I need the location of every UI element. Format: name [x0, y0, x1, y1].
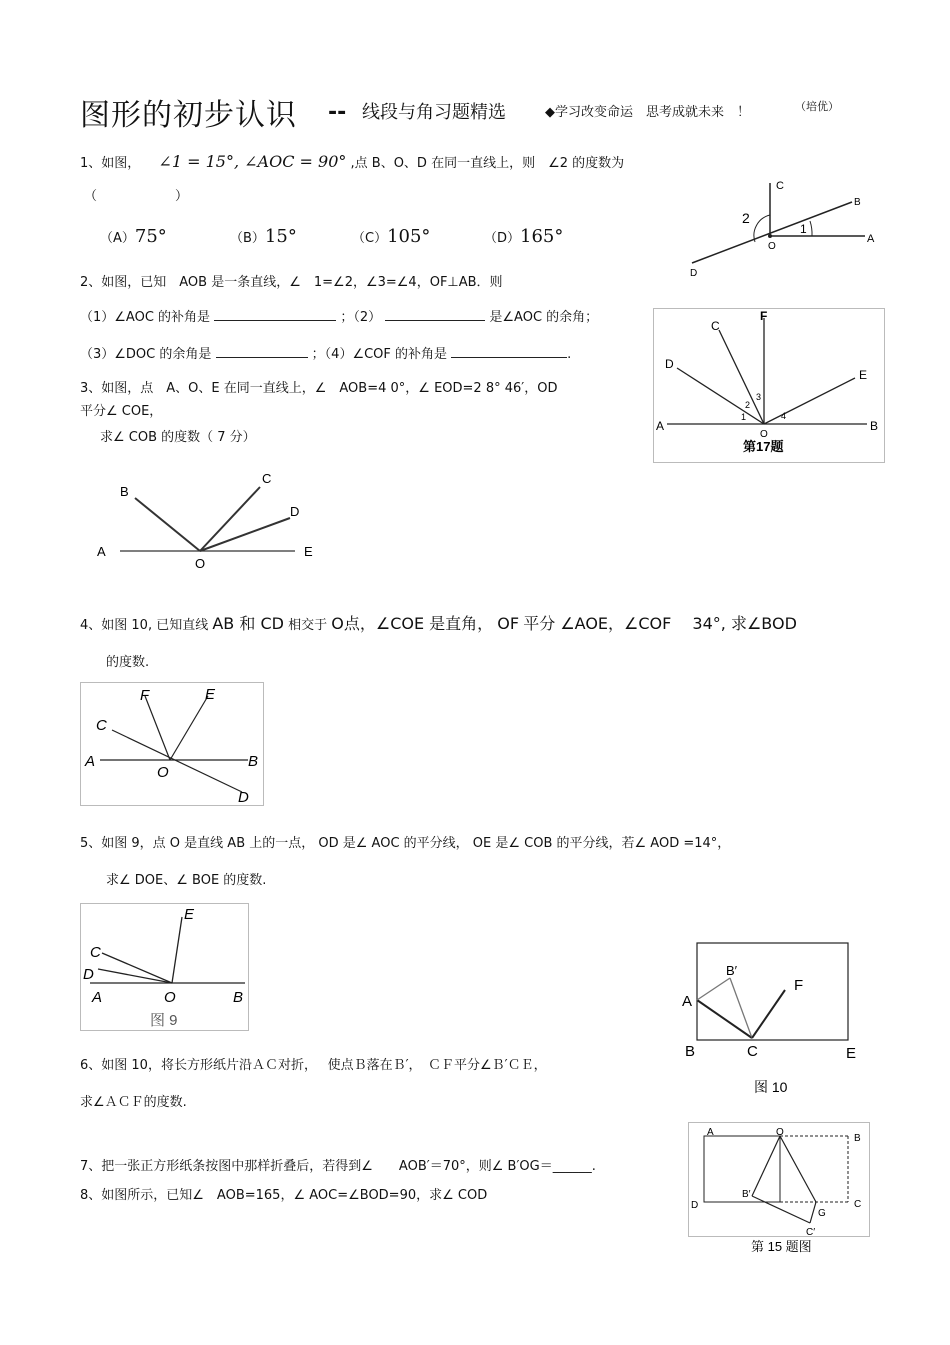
q2-line2-part2: ；（2）: [340, 310, 382, 325]
q1-point-o: [768, 234, 772, 238]
q3-line2: 平分∠ COE，: [80, 404, 163, 419]
q7-label-c-prime: C′: [806, 1227, 816, 1238]
q6-label-b-prime: B′: [726, 963, 738, 978]
q4-line1-part1: 4、如图 10, 已知直线: [80, 618, 209, 633]
q4-label-f: F: [140, 687, 150, 704]
q2-caption: 第17题: [743, 439, 784, 454]
q1-option-c-value: 105°: [387, 226, 431, 247]
q3-line-ob: [135, 498, 200, 551]
q4-line2: 的度数.: [106, 655, 150, 670]
q6-line-ac: [697, 1000, 752, 1038]
q7-label-a: A: [707, 1127, 714, 1138]
q2-line3-part3: .: [567, 347, 572, 362]
title-dash: --: [328, 100, 347, 125]
q5-label-o: O: [164, 989, 176, 1006]
q7-caption: 第 15 题图: [751, 1239, 812, 1254]
q5-label-c: C: [90, 944, 101, 961]
q1-option-b-value: 15°: [264, 226, 297, 247]
q1-label-1: 1: [800, 222, 807, 236]
q1-option-a: [100, 226, 167, 247]
q1-formula: ∠1 = 15°, ∠AOC = 90°: [158, 152, 347, 171]
q7-line: 7、把一张正方形纸条按图中那样折叠后，若得到∠ AOB′＝70°，则∠ B′OG＝______.: [80, 1159, 596, 1174]
q6-line1: 6、如图 10，将长方形纸片沿ＡＣ对折， 使点Ｂ落在Ｂ′， ＣＦ平分∠Ｂ′ＣＥ，: [80, 1058, 547, 1073]
q4-line1: [80, 611, 797, 634]
q2-blank-1[interactable]: [214, 308, 336, 321]
q4-label-c: C: [96, 717, 107, 734]
q1-option-c: [352, 226, 430, 247]
q4-line1-part6: OF: [497, 614, 520, 633]
q5-line2: 求∠ DOE、∠ BOE 的度数.: [106, 873, 267, 888]
q7-line-c-prime-g: [810, 1202, 816, 1223]
q2-label-e: E: [859, 368, 868, 382]
q1-figure: [680, 175, 890, 285]
q1-option-d-value: 165°: [520, 226, 564, 247]
q1-label-2: 2: [742, 210, 750, 226]
q1-text: [80, 152, 624, 171]
q6-rectangle: [697, 943, 848, 1040]
q7-line-og: [780, 1136, 816, 1202]
q7-label-b: B: [854, 1133, 861, 1144]
q2-line-oe: [764, 378, 855, 424]
q7-line-b-prime-c-prime: [752, 1196, 810, 1223]
q1-angle1-arc: [810, 221, 812, 236]
q4-label-e: E: [205, 686, 216, 703]
q1-answer-paren: （ ）: [84, 189, 189, 204]
q2-label-f: F: [760, 309, 768, 323]
q2-line3-part2: ；（4）∠COF 的补角是: [311, 347, 448, 362]
q2-line2-part3: 是∠AOC 的余角；: [489, 310, 599, 325]
q1-number: 1、如图，: [80, 156, 141, 171]
q4-label-a: A: [85, 753, 96, 770]
q1-option-b: [230, 226, 297, 247]
q2-line3-part1: （3）∠DOC 的余角是: [80, 347, 212, 362]
q4-line-oe: [170, 696, 208, 760]
q2-line3: [80, 343, 571, 362]
q2-label-o: O: [760, 429, 768, 440]
q1-line-bd: [692, 202, 852, 263]
q4-line1-part3: 相交于: [288, 618, 328, 633]
q3-label-a: A: [97, 544, 106, 559]
q4-line1-part5: 点，∠COE 是直角，: [343, 614, 494, 633]
q2-line2-part1: （1）∠AOC 的补角是: [80, 310, 211, 325]
q5-label-a: A: [92, 989, 103, 1006]
q4-line1-part2: AB 和 CD: [212, 614, 284, 633]
q3-line-oc: [200, 487, 260, 551]
q6-label-e: E: [846, 1045, 857, 1062]
q1-rest: ,点 B、O、D 在同一直线上，则 ∠2 的度数为: [350, 156, 625, 171]
q1-option-a-value: 75°: [134, 226, 167, 247]
q3-label-o: O: [195, 556, 206, 571]
q6-caption: 图 10: [754, 1079, 788, 1095]
title-tag: （培优）: [795, 100, 839, 113]
q3-line-od: [200, 518, 290, 551]
q6-figure: [678, 938, 878, 1098]
q4-line-of: [145, 696, 170, 760]
q2-label-a: A: [656, 419, 665, 433]
q1-option-b-label: （B）: [230, 231, 265, 246]
q5-line-oc: [102, 953, 172, 983]
q1-label-b: B: [854, 197, 861, 208]
q3-label-b: B: [120, 484, 129, 499]
page-title: 图形的初步认识: [80, 98, 297, 133]
q5-figure: [80, 903, 250, 1031]
q6-line-b-prime-c: [730, 978, 752, 1038]
q3-line1: 3、如图，点 A、O、E 在同一直线上，∠ AOB=4 0°，∠ EOD=2 8° 46′，OD: [80, 381, 558, 396]
q6-label-a: A: [682, 993, 693, 1010]
title-motto: ◆学习改变命运 思考成就未来 ！: [545, 105, 750, 120]
q1-label-a: A: [867, 233, 875, 245]
q6-line-cf: [752, 990, 785, 1038]
q3-figure: [90, 465, 330, 575]
q1-option-c-label: （C）: [352, 231, 388, 246]
title-subtitle: 线段与角习题精选: [362, 102, 506, 123]
q5-line1: 5、如图 9，点 O 是直线 AB 上的一点， OD 是∠ AOC 的平分线， OE 是∠ COB 的平分线，若∠ AOD =14°，: [80, 836, 731, 851]
q2-figure: [653, 308, 885, 463]
q4-figure: [80, 682, 264, 806]
q2-blank-2[interactable]: [385, 308, 485, 321]
q7-label-c: C: [854, 1199, 862, 1210]
q2-line1: 2、如图，已知 AOB 是一条直线，∠ 1=∠2，∠3=∠4，OF⊥AB．则: [80, 275, 503, 290]
q1-option-d-label: （D）: [484, 231, 521, 246]
q7-label-g: G: [818, 1208, 826, 1219]
q6-line-ab-prime: [697, 978, 730, 1000]
q2-line2: [80, 306, 598, 325]
q2-blank-4[interactable]: [451, 345, 567, 358]
q4-line1-part4: O: [331, 614, 344, 633]
q7-line-ob-prime: [752, 1136, 780, 1196]
q2-blank-3[interactable]: [216, 345, 308, 358]
q2-label-c: C: [711, 319, 720, 333]
q2-label-b: B: [870, 419, 879, 433]
q5-line-od: [98, 969, 172, 983]
q1-option-a-label: （A）: [100, 231, 135, 246]
q5-label-b: B: [233, 989, 244, 1006]
q2-label-d: D: [665, 357, 674, 371]
q6-label-c: C: [747, 1043, 758, 1060]
q1-label-o: O: [768, 241, 776, 252]
q3-label-c: C: [262, 471, 272, 486]
q3-label-d: D: [290, 504, 300, 519]
q6-line2: 求∠ＡＣＦ的度数.: [80, 1095, 187, 1110]
q4-label-o: O: [157, 764, 169, 781]
q7-figure: [688, 1122, 870, 1257]
q4-label-b: B: [248, 753, 259, 770]
q6-label-b: B: [685, 1043, 696, 1060]
q8-line: 8、如图所示，已知∠ AOB=165，∠ AOC=∠BOD=90，求∠ COD: [80, 1188, 488, 1203]
q2-label-4: 4: [781, 411, 787, 421]
q2-label-2: 2: [745, 400, 751, 410]
q1-option-d: [484, 226, 563, 247]
q7-label-d: D: [691, 1200, 699, 1211]
q5-label-d: D: [83, 966, 94, 983]
q7-label-o: O: [776, 1127, 784, 1138]
q7-label-b-prime: B′: [742, 1189, 751, 1200]
q5-label-e: E: [184, 906, 195, 923]
q4-line-cd: [112, 730, 242, 792]
q6-label-f: F: [794, 977, 804, 994]
q5-line-oe: [172, 917, 182, 983]
q1-label-d: D: [690, 268, 698, 279]
q2-label-3: 3: [756, 392, 762, 402]
q2-label-1: 1: [741, 412, 747, 422]
q4-line1-part7: 平分 ∠AOE，∠COF 34°, 求∠BOD: [523, 614, 797, 633]
q5-caption: 图 9: [150, 1012, 178, 1029]
q3-line3: 求∠ COB 的度数（ 7 分）: [100, 430, 256, 445]
q3-label-e: E: [304, 544, 313, 559]
q1-label-c: C: [776, 180, 784, 192]
q4-label-d: D: [238, 789, 249, 806]
